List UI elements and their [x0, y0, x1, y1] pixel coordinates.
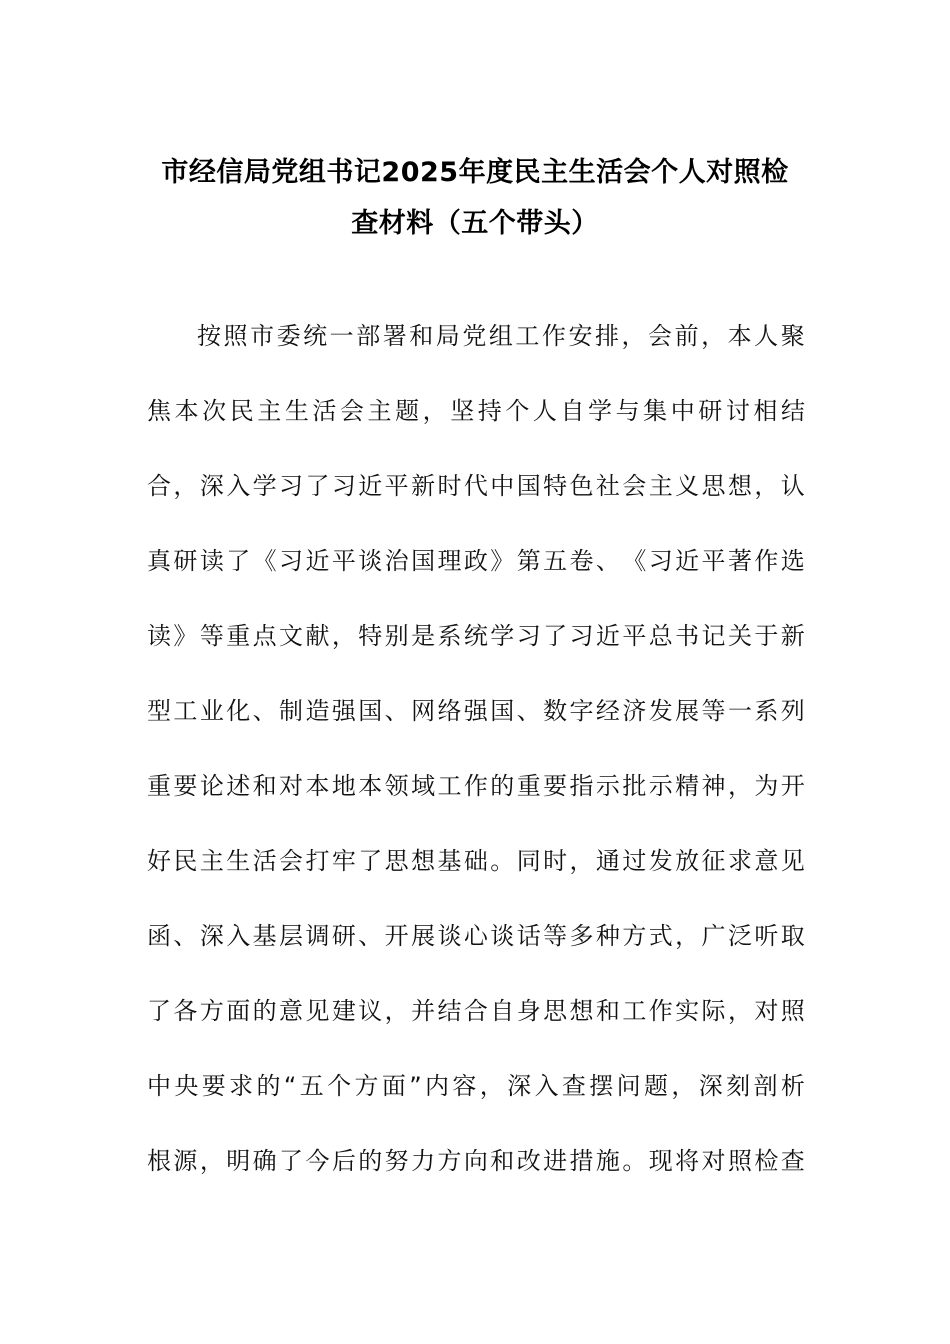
- line-glyphs: 中 央 要 求 的 “ 五 个 方 面 ” 内 容 ， 深 入 查 摆 问 题 ， 深 刻 剖 析: [147, 1072, 805, 1100]
- line-glyphs: 重 要 论 述 和 对 本 地 本 领 域 工 作 的 重 要 指 示 批 示 精 神 ， 为 开: [147, 772, 805, 800]
- line-glyphs: 合 ， 深 入 学 习 了 习 近 平 新 时 代 中 国 特 色 社 会 主 义 思 想 ， 认: [147, 472, 805, 500]
- line-glyphs: 了 各 方 面 的 意 见 建 议 ， 并 结 合 自 身 思 想 和 工 作 实 际 ， 对 照: [147, 997, 805, 1025]
- body-line-2: [147, 391, 805, 466]
- line-glyphs: 读 》 等 重 点 文 献 ， 特 别 是 系 统 学 习 了 习 近 平 总 书 记 关 于 新: [147, 622, 805, 650]
- body-line-3: [147, 466, 805, 541]
- line-glyphs: 按 照 市 委 统 一 部 署 和 局 党 组 工 作 安 排 ， 会 前 ， 本 人 聚: [197, 322, 805, 350]
- line-glyphs: 焦 本 次 民 主 生 活 会 主 题 ， 坚 持 个 人 自 学 与 集 中 研 讨 相 结: [147, 397, 805, 425]
- body-line-9: [147, 916, 805, 991]
- line-glyphs: 真 研 读 了 《 习 近 平 谈 治 国 理 政 》 第 五 卷 、 《 习 近 平 著 作 选: [147, 547, 805, 575]
- body-line-8: [147, 841, 805, 916]
- body-line-6: [147, 691, 805, 766]
- body-line-12: [147, 1141, 805, 1216]
- document-title-line-1: 市经信局党组书记2025年度民主生活会个人对照检: [161, 157, 789, 188]
- line-glyphs: 型 工 业 化 、 制 造 强 国 、 网 络 强 国 、 数 字 经 济 发 展 等 一 系 列: [147, 697, 805, 725]
- body-line-1: [147, 316, 805, 391]
- body-line-7: [147, 766, 805, 841]
- body-line-10: [147, 991, 805, 1066]
- line-glyphs: 好 民 主 生 活 会 打 牢 了 思 想 基 础 。 同 时 ， 通 过 发 放 征 求 意 见: [147, 847, 805, 875]
- body-line-4: [147, 541, 805, 616]
- line-glyphs: 函 、 深 入 基 层 调 研 、 开 展 谈 心 谈 话 等 多 种 方 式 ， 广 泛 听 取: [147, 922, 805, 950]
- document-title-line-2: 查材料（五个带头）: [351, 208, 599, 239]
- body-line-11: [147, 1066, 805, 1141]
- document-body-paragraph: [147, 316, 805, 1216]
- line-glyphs: 根 源 ， 明 确 了 今 后 的 努 力 方 向 和 改 进 措 施 。 现 将 对 照 检 查: [147, 1147, 805, 1175]
- body-line-5: [147, 616, 805, 691]
